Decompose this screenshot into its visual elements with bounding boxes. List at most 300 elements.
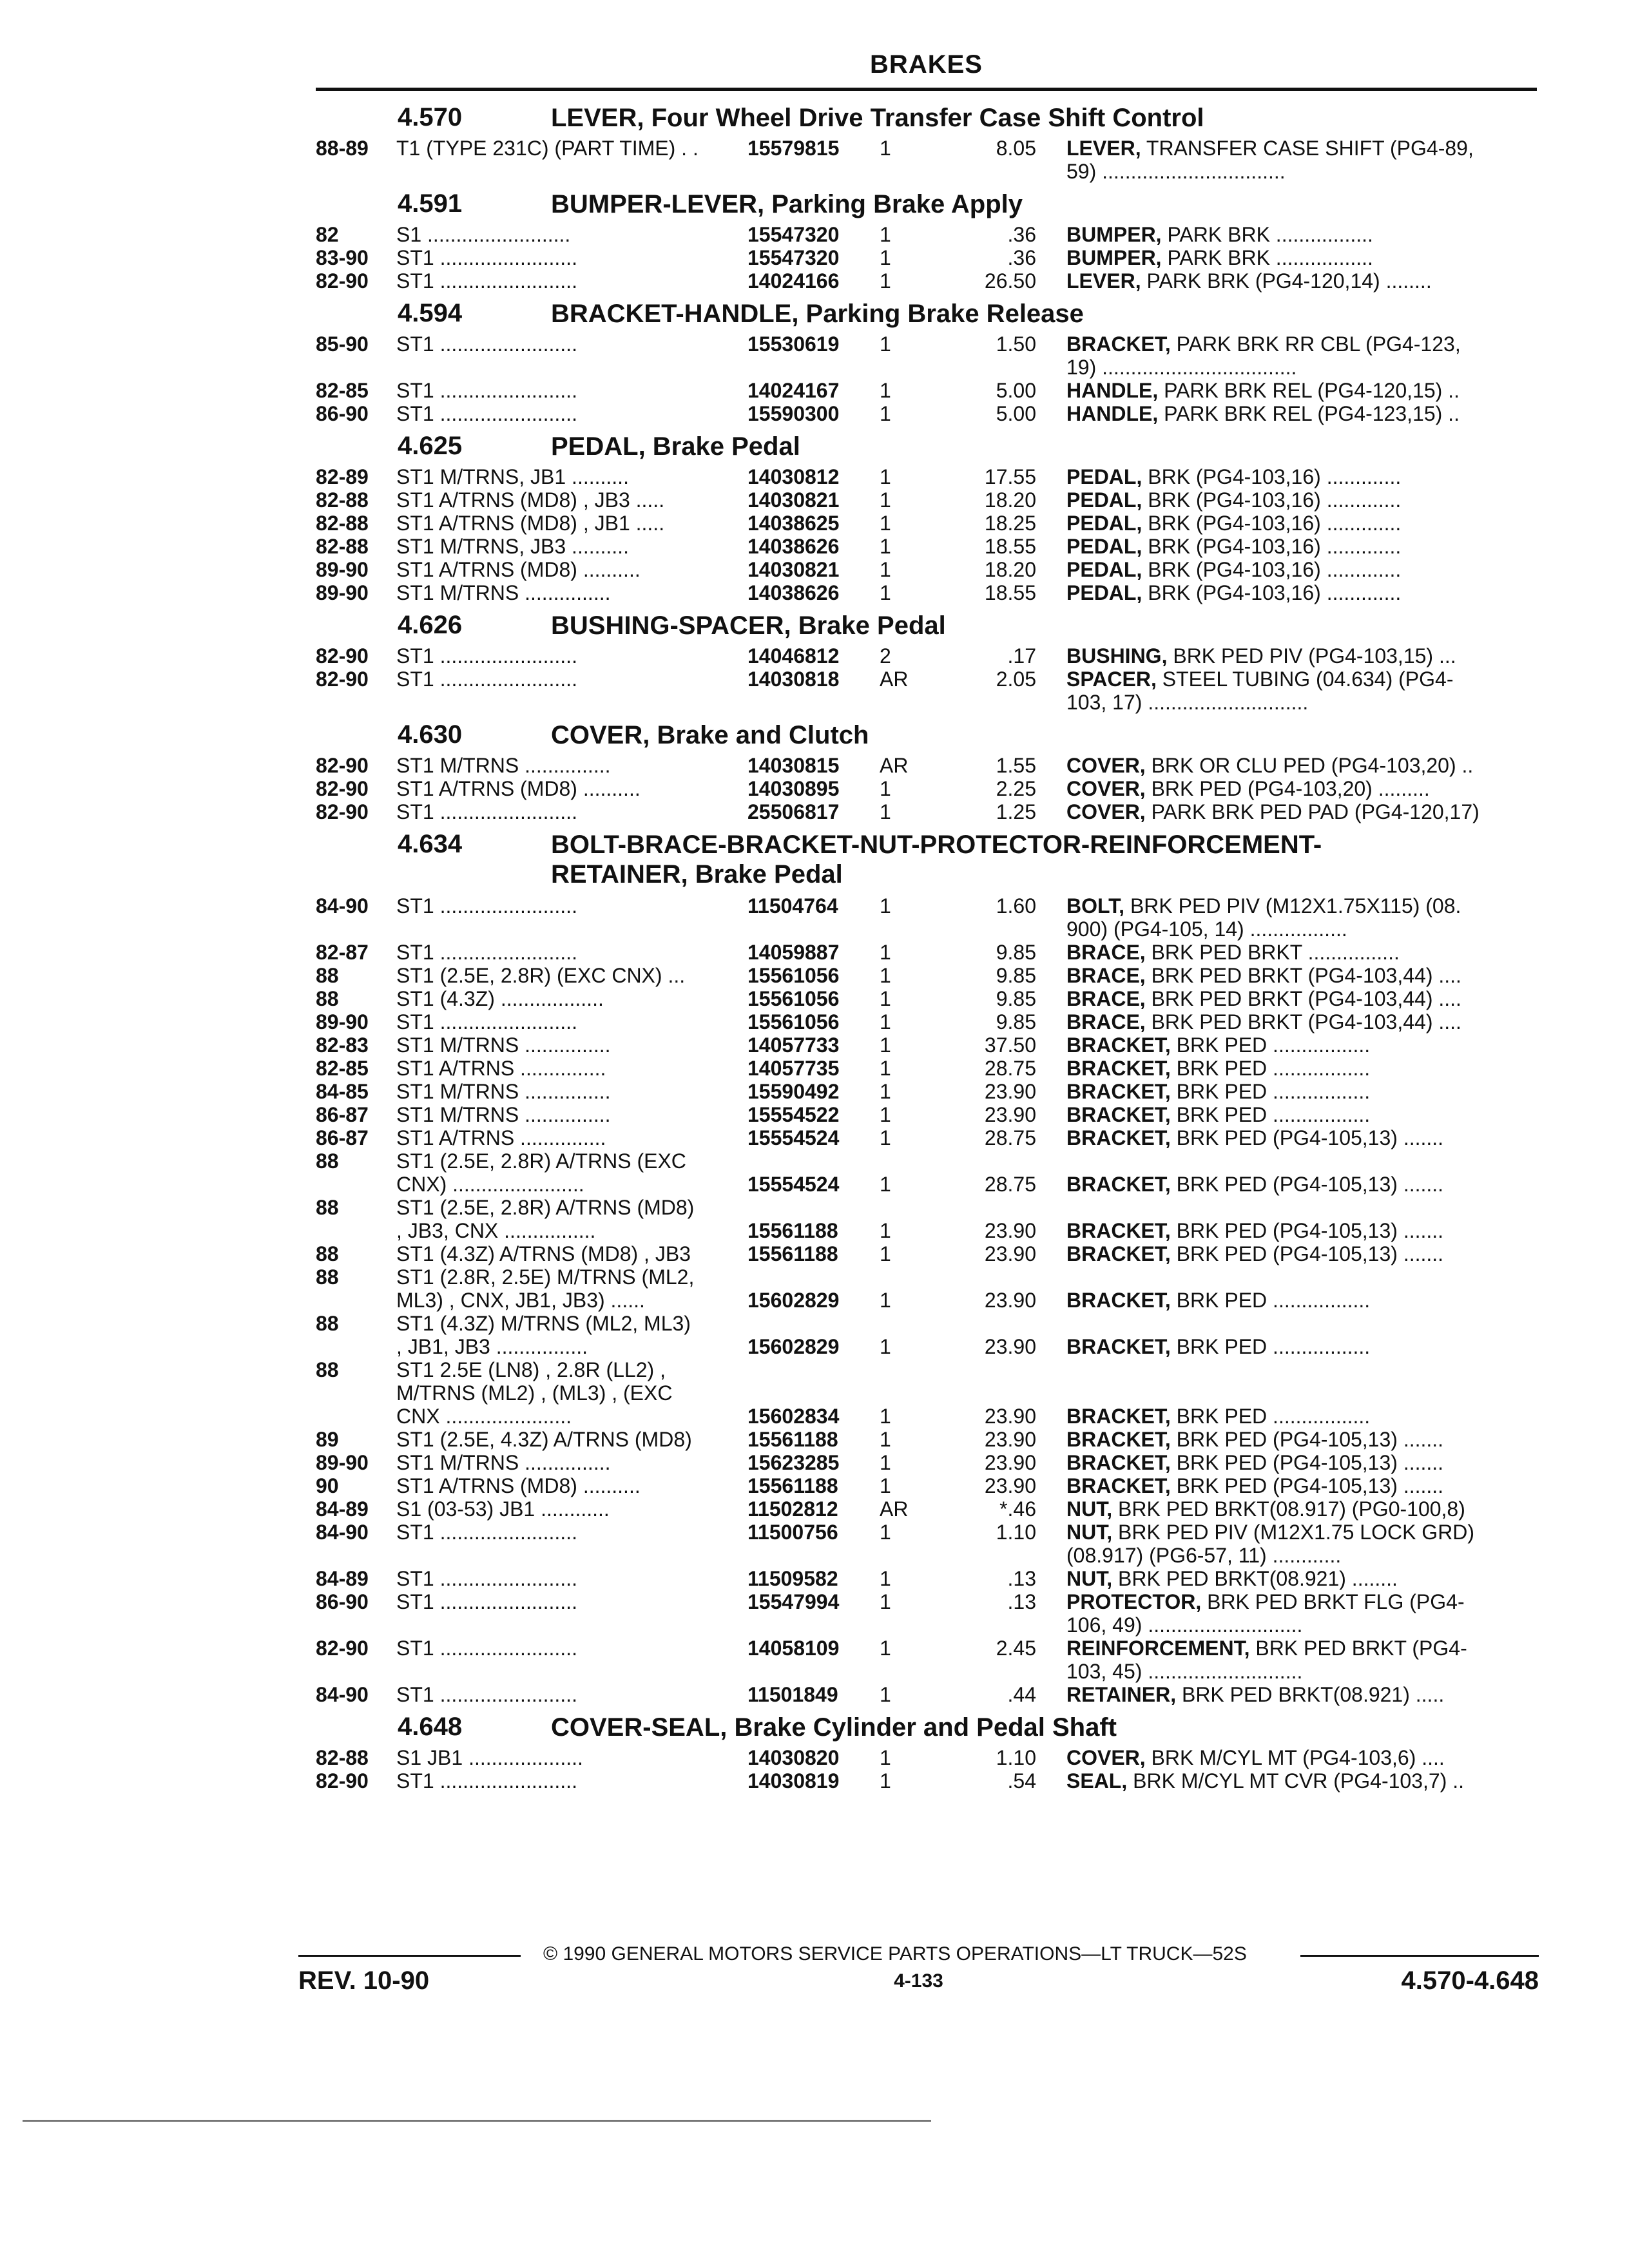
price: 26.50 — [984, 269, 1036, 293]
part-name-detail: BRK PED BRKT ................ — [1145, 941, 1400, 964]
part-number: 15590300 — [747, 402, 840, 425]
usage-description: ST1 ........................ — [396, 269, 577, 293]
part-name-noun: BRACE, — [1066, 964, 1146, 987]
price: 23.90 — [984, 1428, 1036, 1451]
part-number: 15602829 — [747, 1335, 840, 1358]
model-years: 82-90 — [316, 1769, 369, 1792]
model-years: 82-90 — [316, 777, 369, 800]
quantity: 1 — [880, 137, 891, 160]
usage-description: ST1 M/TRNS ............... — [396, 1451, 611, 1474]
part-number: 14046812 — [747, 644, 840, 668]
part-name — [1066, 512, 1537, 535]
part-name-noun: PEDAL, — [1066, 581, 1142, 604]
price: 23.90 — [984, 1242, 1036, 1265]
model-years: 83-90 — [316, 246, 369, 269]
usage-description: ST1 (2.5E, 2.8R) (EXC CNX) ... — [396, 964, 686, 987]
part-name — [1066, 941, 1537, 964]
model-years: 82-90 — [316, 800, 369, 823]
quantity: 2 — [880, 644, 891, 668]
model-years: 85-90 — [316, 332, 369, 356]
price: 5.00 — [996, 379, 1036, 402]
part-number: 14057733 — [747, 1033, 840, 1057]
part-name — [1066, 1173, 1537, 1196]
price: 17.55 — [984, 465, 1036, 488]
part-name-noun: PEDAL, — [1066, 535, 1142, 558]
part-name-noun: HANDLE, — [1066, 379, 1159, 402]
parts-row — [0, 1126, 1629, 1149]
part-name — [1066, 1521, 1537, 1567]
part-name — [1066, 644, 1537, 668]
part-name — [1066, 1405, 1537, 1428]
part-name-noun: BRACKET, — [1066, 1405, 1171, 1428]
section-number: 4.594 — [398, 299, 463, 327]
parts-row — [0, 1451, 1629, 1474]
page-title: BRAKES — [870, 50, 983, 79]
model-years: 82-83 — [316, 1033, 369, 1057]
usage-description: ST1 M/TRNS ............... — [396, 754, 611, 777]
price: 23.90 — [984, 1451, 1036, 1474]
section-number: 4.634 — [398, 830, 463, 858]
section-header — [0, 101, 1629, 137]
usage-description: T1 (TYPE 231C) (PART TIME) . . — [396, 137, 699, 160]
part-name-noun: LEVER, — [1066, 137, 1141, 160]
part-name — [1066, 379, 1537, 402]
parts-row — [0, 1149, 1629, 1196]
quantity: 1 — [880, 465, 891, 488]
part-name-noun: BRACKET, — [1066, 1474, 1171, 1497]
part-name-detail: BRK PED (PG4-105,13) ....... — [1170, 1219, 1444, 1242]
price: 37.50 — [984, 1033, 1036, 1057]
part-name-noun: SEAL, — [1066, 1769, 1128, 1792]
part-name-detail: BRK PED ................. — [1170, 1289, 1371, 1312]
price: 1.10 — [996, 1746, 1036, 1769]
part-name-noun: BUSHING, — [1066, 644, 1168, 668]
part-name-noun: NUT, — [1066, 1567, 1113, 1590]
parts-row — [0, 465, 1629, 488]
quantity: 1 — [880, 1746, 891, 1769]
part-number: 15561056 — [747, 987, 840, 1010]
usage-description: ST1 ........................ — [396, 1683, 577, 1706]
parts-row — [0, 332, 1629, 379]
part-name-noun: BRACKET, — [1066, 1242, 1171, 1265]
model-years: 82-90 — [316, 668, 369, 691]
part-name-noun: BRACKET, — [1066, 1451, 1171, 1474]
part-name — [1066, 1683, 1537, 1706]
catalog-body — [0, 97, 1629, 1792]
part-number: 14059887 — [747, 941, 840, 964]
model-years: 82-88 — [316, 488, 369, 512]
scan-edge-line — [23, 2120, 931, 2122]
part-name — [1066, 223, 1537, 246]
part-name-noun: HANDLE, — [1066, 402, 1159, 425]
price: .36 — [1007, 246, 1036, 269]
part-name-noun: BRACKET, — [1066, 1289, 1171, 1312]
parts-row — [0, 1312, 1629, 1358]
part-name-noun: BUMPER, — [1066, 223, 1162, 246]
usage-description: ST1 A/TRNS (MD8) .......... — [396, 558, 641, 581]
model-years: 88 — [316, 964, 339, 987]
parts-row — [0, 800, 1629, 823]
part-name-detail: BRK PED ................. — [1170, 1033, 1371, 1057]
part-name — [1066, 1746, 1537, 1769]
usage-description: ST1 A/TRNS (MD8) , JB3 ..... — [396, 488, 665, 512]
model-years: 89-90 — [316, 581, 369, 604]
part-name-detail: BRK PED (PG4-105,13) ....... — [1170, 1173, 1444, 1196]
parts-row — [0, 1265, 1629, 1312]
part-name — [1066, 1567, 1537, 1590]
usage-description: ST1 ........................ — [396, 1521, 577, 1544]
part-name-detail: BRK PED ................. — [1170, 1057, 1371, 1080]
quantity: 1 — [880, 581, 891, 604]
part-name — [1066, 246, 1537, 269]
model-years: 82-88 — [316, 512, 369, 535]
part-name-noun: LEVER, — [1066, 269, 1141, 293]
part-name-noun: COVER, — [1066, 777, 1146, 800]
part-number: 15561056 — [747, 1010, 840, 1033]
section-number: 4.591 — [398, 189, 463, 218]
part-name — [1066, 964, 1537, 987]
parts-row — [0, 1358, 1629, 1428]
quantity: 1 — [880, 246, 891, 269]
part-number: 15561056 — [747, 964, 840, 987]
part-name — [1066, 535, 1537, 558]
section-number: 4.625 — [398, 432, 463, 460]
part-name-detail: BRK PED BRKT FLG (PG4- 106, 49) ........................... — [1066, 1590, 1465, 1637]
part-name-detail: STEEL TUBING (04.634) (PG4- 103, 17) ............................ — [1066, 668, 1454, 714]
part-name-detail: BRK (PG4-103,16) ............. — [1142, 512, 1402, 535]
part-name-noun: PEDAL, — [1066, 488, 1142, 512]
part-name — [1066, 1010, 1537, 1033]
usage-description: ST1 M/TRNS ............... — [396, 1080, 611, 1103]
part-name-noun: SPACER, — [1066, 668, 1157, 691]
part-number: 14057735 — [747, 1057, 840, 1080]
price: 28.75 — [984, 1173, 1036, 1196]
part-name-detail: PARK BRK REL (PG4-120,15) .. — [1158, 379, 1460, 402]
quantity: 1 — [880, 558, 891, 581]
section-number: 4.626 — [398, 611, 463, 639]
part-name-detail: BRK (PG4-103,16) ............. — [1142, 488, 1402, 512]
section-title: PEDAL, Brake Pedal — [551, 432, 800, 461]
model-years: 82-85 — [316, 379, 369, 402]
page-number: 4-133 — [894, 1970, 943, 1992]
part-name-detail: BRK PED (PG4-105,13) ....... — [1170, 1428, 1444, 1451]
price: 9.85 — [996, 1010, 1036, 1033]
usage-description: ST1 M/TRNS, JB1 .......... — [396, 465, 629, 488]
part-number: 14024166 — [747, 269, 840, 293]
part-name-noun: BRACKET, — [1066, 1080, 1171, 1103]
part-number: 11504764 — [747, 894, 838, 918]
parts-row — [0, 964, 1629, 987]
quantity: 1 — [880, 1242, 891, 1265]
parts-row — [0, 1103, 1629, 1126]
model-years: 82 — [316, 223, 339, 246]
model-years: 86-87 — [316, 1103, 369, 1126]
parts-row — [0, 941, 1629, 964]
part-name — [1066, 137, 1537, 183]
quantity: 1 — [880, 379, 891, 402]
part-name-detail: BRK OR CLU PED (PG4-103,20) .. — [1145, 754, 1474, 777]
quantity: 1 — [880, 1405, 891, 1428]
price: 2.25 — [996, 777, 1036, 800]
part-name-noun: BRACKET, — [1066, 1335, 1171, 1358]
quantity: 1 — [880, 1335, 891, 1358]
part-name-noun: BRACKET, — [1066, 332, 1171, 356]
part-number: 15623285 — [747, 1451, 840, 1474]
part-name — [1066, 1335, 1537, 1358]
price: 18.55 — [984, 581, 1036, 604]
part-name — [1066, 800, 1537, 823]
part-name-detail: PARK BRK (PG4-120,14) ........ — [1141, 269, 1432, 293]
price: 23.90 — [984, 1080, 1036, 1103]
part-name-detail: PARK BRK RR CBL (PG4-123, 19) .................................. — [1066, 332, 1461, 379]
part-name — [1066, 558, 1537, 581]
part-name-detail: BRK PED ................. — [1170, 1103, 1371, 1126]
parts-row — [0, 987, 1629, 1010]
parts-row — [0, 379, 1629, 402]
quantity: 1 — [880, 1010, 891, 1033]
part-name-noun: NUT, — [1066, 1497, 1113, 1521]
part-name-noun: PEDAL, — [1066, 512, 1142, 535]
parts-row — [0, 754, 1629, 777]
parts-row — [0, 1196, 1629, 1242]
section-number: 4.648 — [398, 1713, 463, 1741]
part-number: 15554524 — [747, 1126, 840, 1149]
part-name-detail: BRK PED PIV (M12X1.75X115) (08. 900) (PG4-105, 14) ................. — [1066, 894, 1461, 941]
part-number: 15547994 — [747, 1590, 840, 1613]
quantity: 1 — [880, 1683, 891, 1706]
part-number: 15554522 — [747, 1103, 840, 1126]
part-number: 14024167 — [747, 379, 840, 402]
price: .17 — [1007, 644, 1036, 668]
model-years: 84-90 — [316, 894, 369, 918]
part-number: 25506817 — [747, 800, 840, 823]
part-name-detail: TRANSFER CASE SHIFT (PG4-89, 59) ................................ — [1066, 137, 1474, 183]
usage-description: ST1 (2.5E, 4.3Z) A/TRNS (MD8) — [396, 1428, 692, 1451]
part-name-detail: PARK BRK PED PAD (PG4-120,17) — [1145, 800, 1480, 823]
model-years: 89 — [316, 1428, 339, 1451]
part-number: 15590492 — [747, 1080, 840, 1103]
footer-copyright: © 1990 GENERAL MOTORS SERVICE PARTS OPERATIONS—LT TRUCK—52S — [543, 1943, 1247, 1965]
parts-row — [0, 1474, 1629, 1497]
part-name-detail: BRK (PG4-103,16) ............. — [1142, 558, 1402, 581]
part-name-noun: PROTECTOR, — [1066, 1590, 1202, 1613]
section-header — [0, 1710, 1629, 1746]
part-name — [1066, 1590, 1537, 1637]
part-name-detail: BRK M/CYL MT CVR (PG4-103,7) .. — [1127, 1769, 1465, 1792]
part-name-detail: BRK PED PIV (M12X1.75 LOCK GRD) (08.917) (PG6-57, 11) ............ — [1066, 1521, 1475, 1567]
parts-row — [0, 1746, 1629, 1769]
section-number: 4.570 — [398, 103, 463, 131]
usage-description: ST1 ........................ — [396, 379, 577, 402]
usage-description: ST1 (4.3Z) .................. — [396, 987, 604, 1010]
usage-description: ST1 2.5E (LN8) , 2.8R (LL2) , M/TRNS (ML2) , (ML3) , (EXC CNX ...................... — [396, 1358, 673, 1428]
part-name — [1066, 668, 1537, 714]
part-name-noun: BRACE, — [1066, 941, 1146, 964]
price: 1.10 — [996, 1521, 1036, 1544]
part-name — [1066, 1103, 1537, 1126]
price: 9.85 — [996, 941, 1036, 964]
quantity: 1 — [880, 1474, 891, 1497]
price: .13 — [1007, 1590, 1036, 1613]
price: 23.90 — [984, 1474, 1036, 1497]
part-name-noun: BRACKET, — [1066, 1219, 1171, 1242]
usage-description: ST1 A/TRNS (MD8) .......... — [396, 777, 641, 800]
part-number: 14030819 — [747, 1769, 840, 1792]
model-years: 82-90 — [316, 1637, 369, 1660]
part-name-detail: BRK M/CYL MT (PG4-103,6) .... — [1145, 1746, 1445, 1769]
parts-row — [0, 246, 1629, 269]
parts-row — [0, 512, 1629, 535]
quantity: 1 — [880, 1769, 891, 1792]
usage-description: ST1 M/TRNS ............... — [396, 1103, 611, 1126]
part-name — [1066, 987, 1537, 1010]
price: 2.05 — [996, 668, 1036, 691]
quantity: 1 — [880, 488, 891, 512]
model-years: 82-90 — [316, 269, 369, 293]
section-title: BUMPER-LEVER, Parking Brake Apply — [551, 190, 1023, 218]
section-title: COVER-SEAL, Brake Cylinder and Pedal Shaft — [551, 1713, 1117, 1742]
usage-description: ST1 ........................ — [396, 246, 577, 269]
section-header — [0, 187, 1629, 223]
part-number: 15561188 — [747, 1474, 838, 1497]
model-years: 82-87 — [316, 941, 369, 964]
model-years: 88 — [316, 1242, 339, 1265]
price: 23.90 — [984, 1335, 1036, 1358]
footer-rule-left — [298, 1955, 521, 1957]
price: .44 — [1007, 1683, 1036, 1706]
part-number: 11502812 — [747, 1497, 838, 1521]
part-name — [1066, 1497, 1537, 1521]
part-name — [1066, 1428, 1537, 1451]
part-name-noun: COVER, — [1066, 1746, 1146, 1769]
part-name-noun: BUMPER, — [1066, 246, 1162, 269]
part-name-noun: BRACKET, — [1066, 1057, 1171, 1080]
price: 1.60 — [996, 894, 1036, 918]
part-number: 11501849 — [747, 1683, 838, 1706]
part-name — [1066, 1033, 1537, 1057]
quantity: 1 — [880, 1103, 891, 1126]
usage-description: ST1 A/TRNS (MD8) .......... — [396, 1474, 641, 1497]
parts-row — [0, 1497, 1629, 1521]
quantity: 1 — [880, 1080, 891, 1103]
part-name — [1066, 1769, 1537, 1792]
model-years: 88 — [316, 1312, 339, 1335]
part-name-noun: BRACKET, — [1066, 1103, 1171, 1126]
model-years: 82-89 — [316, 465, 369, 488]
quantity: 1 — [880, 1126, 891, 1149]
section-header — [0, 296, 1629, 332]
parts-row — [0, 1590, 1629, 1637]
quantity: 1 — [880, 800, 891, 823]
model-years: 88 — [316, 987, 339, 1010]
part-name-detail: BRK PED BRKT (PG4-103,44) .... — [1145, 1010, 1461, 1033]
part-name — [1066, 465, 1537, 488]
price: 28.75 — [984, 1126, 1036, 1149]
parts-row — [0, 894, 1629, 941]
model-years: 82-90 — [316, 644, 369, 668]
part-number: 15579815 — [747, 137, 840, 160]
quantity: 1 — [880, 512, 891, 535]
part-name — [1066, 1474, 1537, 1497]
part-name-detail: BRK PED BRKT(08.921) ........ — [1112, 1567, 1398, 1590]
model-years: 88 — [316, 1358, 339, 1381]
model-years: 84-85 — [316, 1080, 369, 1103]
part-name-noun: BRACE, — [1066, 987, 1146, 1010]
quantity: 1 — [880, 223, 891, 246]
usage-description: ST1 ........................ — [396, 800, 577, 823]
parts-row — [0, 1567, 1629, 1590]
part-number: 14038625 — [747, 512, 840, 535]
part-name — [1066, 1451, 1537, 1474]
section-title: BRACKET-HANDLE, Parking Brake Release — [551, 300, 1084, 328]
section-header — [0, 429, 1629, 465]
usage-description: ST1 ........................ — [396, 941, 577, 964]
usage-description: ST1 ........................ — [396, 1590, 577, 1613]
price: 18.20 — [984, 558, 1036, 581]
quantity: 1 — [880, 1567, 891, 1590]
usage-description: ST1 (2.5E, 2.8R) A/TRNS (EXC CNX) ....................... — [396, 1149, 686, 1196]
quantity: 1 — [880, 402, 891, 425]
model-years: 89-90 — [316, 558, 369, 581]
page-footer — [298, 1938, 1539, 2015]
usage-description: ST1 (2.8R, 2.5E) M/TRNS (ML2, ML3) , CNX, JB1, JB3) ...... — [396, 1265, 695, 1312]
model-years: 82-88 — [316, 535, 369, 558]
usage-description: S1 ......................... — [396, 223, 571, 246]
model-years: 90 — [316, 1474, 339, 1497]
parts-row — [0, 535, 1629, 558]
part-number: 15530619 — [747, 332, 840, 356]
section-header — [0, 718, 1629, 754]
price: 23.90 — [984, 1219, 1036, 1242]
model-years: 88-89 — [316, 137, 369, 160]
quantity: 1 — [880, 1428, 891, 1451]
parts-row — [0, 644, 1629, 668]
part-name — [1066, 332, 1537, 379]
part-name-noun: COVER, — [1066, 800, 1146, 823]
part-number: 14030815 — [747, 754, 840, 777]
part-number: 15561188 — [747, 1242, 838, 1265]
parts-row — [0, 1242, 1629, 1265]
parts-row — [0, 488, 1629, 512]
part-name-detail: BRK PED BRKT(08.917) (PG0-100,8) — [1112, 1497, 1465, 1521]
quantity: 1 — [880, 1637, 891, 1660]
part-name-detail: BRK (PG4-103,16) ............. — [1142, 535, 1402, 558]
part-name-noun: REINFORCEMENT, — [1066, 1637, 1250, 1660]
usage-description: ST1 (4.3Z) M/TRNS (ML2, ML3) , JB1, JB3 ................ — [396, 1312, 691, 1358]
model-years: 84-90 — [316, 1521, 369, 1544]
section-header — [0, 608, 1629, 644]
usage-description: ST1 ........................ — [396, 894, 577, 918]
usage-description: ST1 M/TRNS ............... — [396, 581, 611, 604]
parts-row — [0, 581, 1629, 604]
part-number: 15561188 — [747, 1219, 838, 1242]
quantity: AR — [880, 754, 909, 777]
parts-row — [0, 1057, 1629, 1080]
quantity: 1 — [880, 964, 891, 987]
part-name-detail: BRK PED ................. — [1170, 1405, 1371, 1428]
part-number: 11500756 — [747, 1521, 838, 1544]
section-number: 4.630 — [398, 720, 463, 749]
quantity: 1 — [880, 1173, 891, 1196]
part-name — [1066, 581, 1537, 604]
part-number: 15602829 — [747, 1289, 840, 1312]
usage-description: ST1 ........................ — [396, 1637, 577, 1660]
page-header — [316, 50, 1537, 91]
usage-description: ST1 ........................ — [396, 644, 577, 668]
quantity: 1 — [880, 894, 891, 918]
part-name-detail: BRK PED (PG4-105,13) ....... — [1170, 1242, 1444, 1265]
part-name-noun: COVER, — [1066, 754, 1146, 777]
